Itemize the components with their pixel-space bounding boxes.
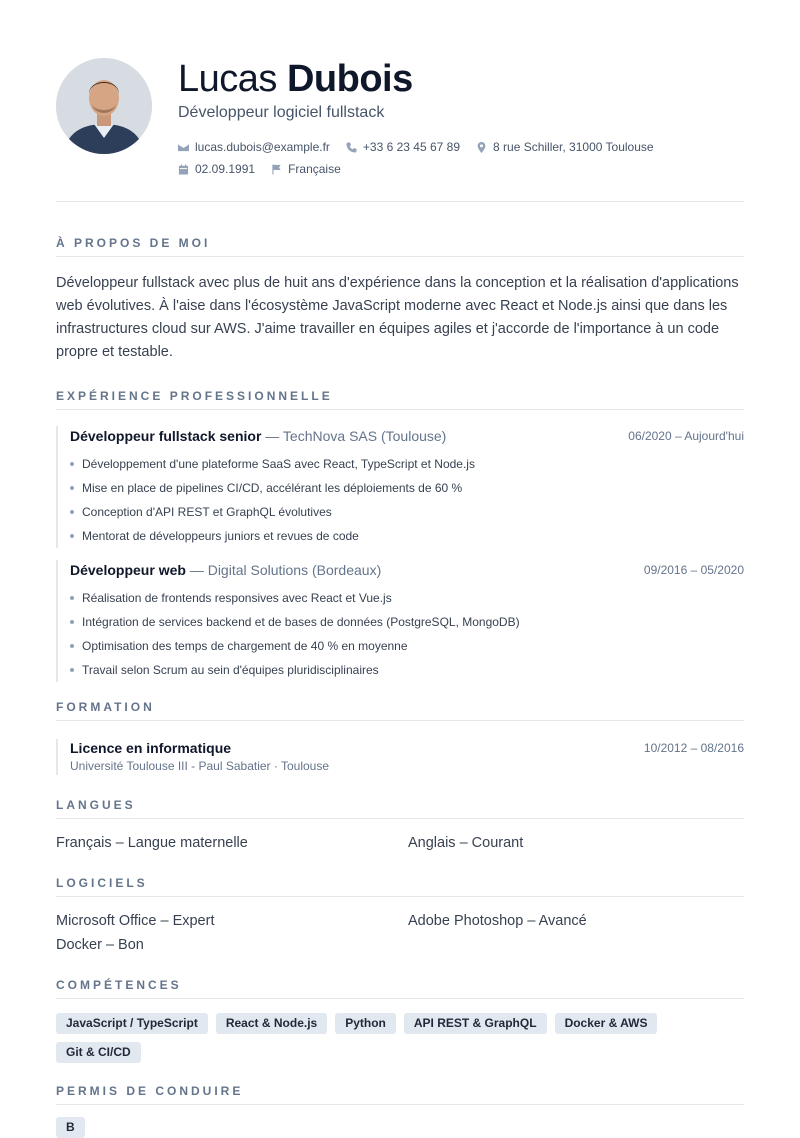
list-item: Travail selon Scrum au sein d'équipes pluridisciplinaires	[70, 658, 744, 682]
software-item: Adobe Photoshop – Avancé	[408, 913, 587, 929]
list-item: Réalisation de frontends responsives avec React et Vue.js	[70, 586, 744, 610]
job-dates: 06/2020 – Aujourd'hui	[628, 429, 744, 443]
job-title: Développeur fullstack senior	[70, 428, 262, 444]
flag-icon	[271, 164, 282, 175]
contact-nationality	[271, 158, 341, 180]
section-title: À PROPOS DE MOI	[56, 236, 744, 257]
license-tags	[56, 1117, 696, 1138]
skill-tag: Docker & AWS	[555, 1013, 658, 1034]
resume-header	[56, 58, 744, 188]
section-driving-license	[56, 1084, 744, 1138]
location-pin-icon	[476, 142, 487, 153]
list-item: Conception d'API REST et GraphQL évolutives	[70, 500, 744, 524]
section-skills	[56, 978, 744, 1063]
email-text: lucas.dubois@example.fr	[195, 140, 330, 154]
section-languages	[56, 798, 744, 853]
skill-tag: Python	[335, 1013, 396, 1034]
contact-email[interactable]	[178, 136, 330, 158]
phone-icon	[346, 142, 357, 153]
job-bullets	[70, 586, 744, 682]
job-company: — Digital Solutions (Bordeaux)	[189, 562, 382, 578]
school-name: Université Toulouse III - Paul Sabatier · Toulouse	[70, 759, 330, 773]
first-name: Lucas	[178, 58, 277, 100]
about-text: Développeur fullstack avec plus de huit ans d'expérience dans la conception et la réalisation d'applications web évolutives. À l'aise dans l'écosystème JavaScript moderne avec React et Node.js ainsi que dans les infrastructures cloud sur AWS. J'aime travailler en équipes agiles et j'accorde de l'importance à un code propre et testable.	[56, 275, 739, 360]
job-header	[70, 560, 744, 580]
section-experience	[56, 389, 744, 682]
header-text	[178, 58, 744, 180]
job-header	[70, 426, 744, 446]
contact-info	[178, 136, 744, 180]
phone-text: +33 6 23 45 67 89	[362, 140, 461, 154]
skill-tag: React & Node.js	[216, 1013, 327, 1034]
section-title: FORMATION	[56, 700, 744, 721]
avatar	[56, 58, 152, 154]
section-title: COMPÉTENCES	[56, 978, 744, 999]
job-role: Développeur logiciel fullstack	[178, 104, 385, 121]
nationality-text: Française	[288, 162, 341, 176]
job-company: — TechNova SAS (Toulouse)	[265, 428, 447, 444]
job-dates: 09/2016 – 05/2020	[643, 563, 744, 577]
section-title: LOGICIELS	[56, 876, 744, 897]
contact-birthdate	[178, 158, 255, 180]
contact-phone[interactable]	[346, 136, 460, 158]
software-item: Docker – Bon	[56, 937, 144, 953]
software-list	[56, 911, 744, 955]
birthdate-text: 02.09.1991	[195, 162, 256, 176]
job-title: Développeur web	[70, 562, 186, 578]
list-item: Développement d'une plateforme SaaS avec React, TypeScript et Node.js	[70, 452, 744, 476]
address-text: 8 rue Schiller, 31000 Toulouse	[493, 140, 654, 154]
skill-tag: API REST & GraphQL	[404, 1013, 547, 1034]
skill-tag: Git & CI/CD	[56, 1042, 141, 1063]
section-software	[56, 876, 744, 955]
languages-list	[56, 833, 744, 853]
education-entry	[56, 739, 744, 775]
license-tag: B	[56, 1117, 85, 1138]
last-name: Dubois	[286, 58, 413, 100]
mail-icon	[178, 142, 189, 153]
section-education	[56, 700, 744, 775]
header-divider	[56, 201, 744, 202]
degree-title: Licence en informatique	[70, 740, 232, 756]
job-entry	[56, 426, 744, 548]
full-name	[178, 58, 744, 100]
list-item: Mise en place de pipelines CI/CD, accélérant les déploiements de 60 %	[70, 476, 744, 500]
section-title: EXPÉRIENCE PROFESSIONNELLE	[56, 389, 744, 410]
section-title: PERMIS DE CONDUIRE	[56, 1084, 744, 1105]
software-item: Microsoft Office – Expert	[56, 913, 215, 929]
language-item: Français – Langue maternelle	[56, 835, 248, 851]
job-entry	[56, 560, 744, 682]
job-bullets	[70, 452, 744, 548]
section-title: LANGUES	[56, 798, 744, 819]
list-item: Mentorat de développeurs juniors et revues de code	[70, 524, 744, 548]
skills-tags	[56, 1013, 696, 1063]
language-item: Anglais – Courant	[408, 835, 524, 851]
list-item: Optimisation des temps de chargement de 40 % en moyenne	[70, 634, 744, 658]
section-about	[56, 236, 744, 364]
contact-address	[476, 136, 654, 158]
skill-tag: JavaScript / TypeScript	[56, 1013, 208, 1034]
profile-photo	[56, 58, 152, 154]
education-dates: 10/2012 – 08/2016	[643, 741, 744, 755]
list-item: Intégration de services backend et de bases de données (PostgreSQL, MongoDB)	[70, 610, 744, 634]
calendar-icon	[178, 164, 189, 175]
